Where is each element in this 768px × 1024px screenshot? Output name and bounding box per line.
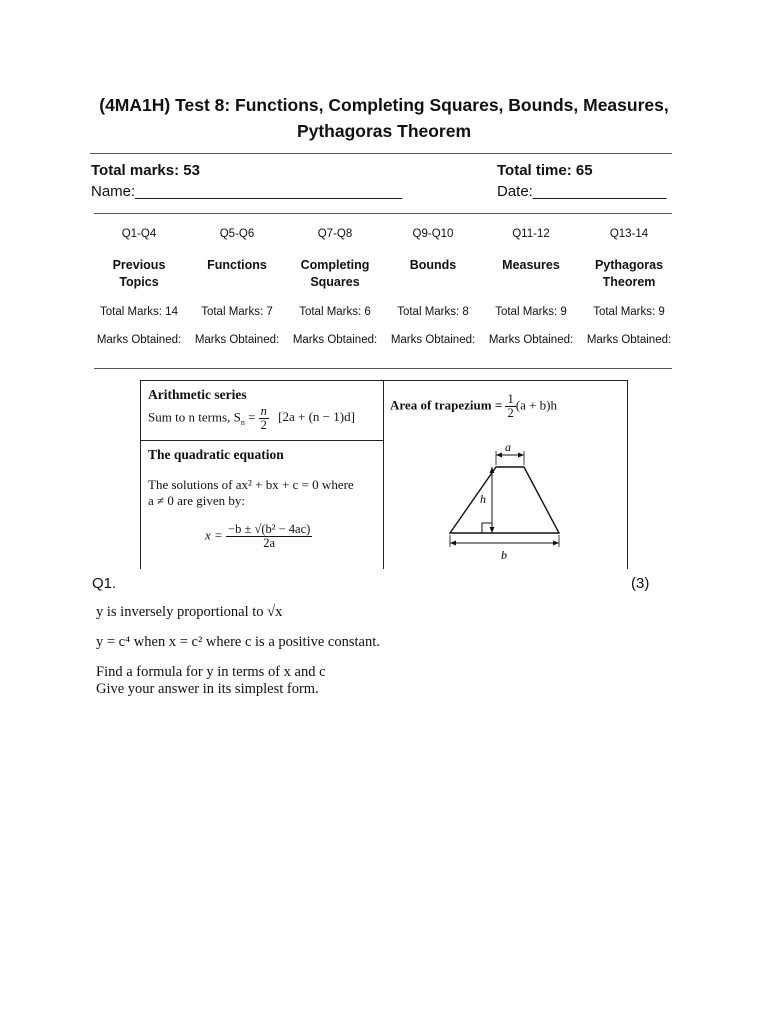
formula-divider [141, 440, 383, 441]
fraction-n-over-2: $\frac{n}{2}$ [260, 404, 267, 432]
label-h: h [480, 492, 486, 506]
page-title [60, 92, 708, 144]
section-range: Q11-12 [512, 228, 550, 240]
formula-sheet [140, 380, 628, 569]
question-line-1: y is inversely proportional to √x [96, 604, 283, 620]
question-number: Q1. [92, 575, 117, 592]
trapezium-diagram [384, 381, 627, 569]
section-marks-obtained: Marks Obtained: [292, 334, 378, 346]
trapezium-shape [450, 467, 559, 533]
section-total-marks: Total Marks: 14 [100, 306, 178, 318]
section-total-marks: Total Marks: 8 [397, 306, 469, 318]
total-time: Total time: 65 [497, 162, 593, 179]
question-line-3: Find a formula for y in terms of x and c [96, 664, 326, 680]
section-range: Q13-14 [609, 228, 649, 240]
arithmetic-series-title: Arithmetic series [148, 387, 247, 402]
divider-top [90, 153, 672, 154]
label-b: b [501, 548, 507, 562]
quadratic-title: The quadratic equation [148, 447, 284, 462]
section-marks-obtained: Marks Obtained: [194, 334, 280, 346]
fraction-one-half: $\frac{1}{2}$ [507, 392, 514, 420]
section-range: Q1-Q4 [121, 228, 157, 240]
section-topic: Pythagoras Theorem [594, 258, 664, 289]
question-line-2: y = c⁴ when x = c² where c is a positive constant. [96, 634, 380, 650]
trapezium-formula: Area of trapezium = $\frac{1}{2}$ (a + b)h [390, 392, 557, 420]
section-range: Q9-Q10 [412, 228, 454, 240]
quadratic-formula: x = $\frac{\text{−b ± √(b² − 4ac)}}{2a}$ [205, 522, 311, 550]
section-total-marks: Total Marks: 7 [201, 306, 273, 318]
section-total-marks: Total Marks: 6 [299, 306, 371, 318]
date-field-label: Date:________________ [497, 183, 667, 200]
quadratic-fraction: $\frac{\text{−b ± √(b² − 4ac)}}{2a}$ [228, 522, 311, 550]
question-line-4: Give your answer in its simplest form. [96, 681, 319, 697]
arithmetic-series-formula: Sum to n terms, $S_n$ = $\frac{n}{2}$ [2a + (n − 1)d] [148, 404, 355, 432]
label-a: a [505, 440, 511, 454]
divider-mid [94, 213, 672, 214]
title-line-2: Pythagoras Theorem [296, 121, 472, 141]
name-field-label: Name:________________________________ [91, 183, 403, 200]
section-topic: Previous Topics [112, 258, 166, 289]
section-range: Q7-Q8 [317, 228, 353, 240]
arrow-head [496, 453, 502, 458]
section-topic: Functions [207, 258, 267, 272]
section-marks-obtained: Marks Obtained: [488, 334, 574, 346]
section-marks-obtained: Marks Obtained: [96, 334, 182, 346]
formula-left-panel [141, 381, 384, 569]
section-topic: Bounds [409, 258, 457, 272]
section-topic: Completing Squares [300, 258, 370, 289]
section-range: Q5-Q6 [219, 228, 255, 240]
total-marks: Total marks: 53 [91, 162, 200, 179]
question-marks: (3) [631, 575, 650, 592]
quadratic-line-1: The solutions of ax² + bx + c = 0 where [148, 477, 354, 492]
section-topic: Measures [502, 258, 560, 272]
divider-bottom [94, 368, 672, 369]
quadratic-line-2: a ≠ 0 are given by: [148, 493, 246, 508]
formula-right-panel [384, 381, 627, 569]
section-marks-obtained: Marks Obtained: [390, 334, 476, 346]
section-marks-obtained: Marks Obtained: [586, 334, 672, 346]
section-total-marks: Total Marks: 9 [593, 306, 665, 318]
title-line-1: (4MA1H) Test 8: Functions, Completing Squares, Bounds, Measures, [99, 95, 669, 115]
arrow-head [450, 541, 456, 546]
arrow-head [553, 541, 559, 546]
arrow-head [518, 453, 524, 458]
section-total-marks: Total Marks: 9 [495, 306, 567, 318]
